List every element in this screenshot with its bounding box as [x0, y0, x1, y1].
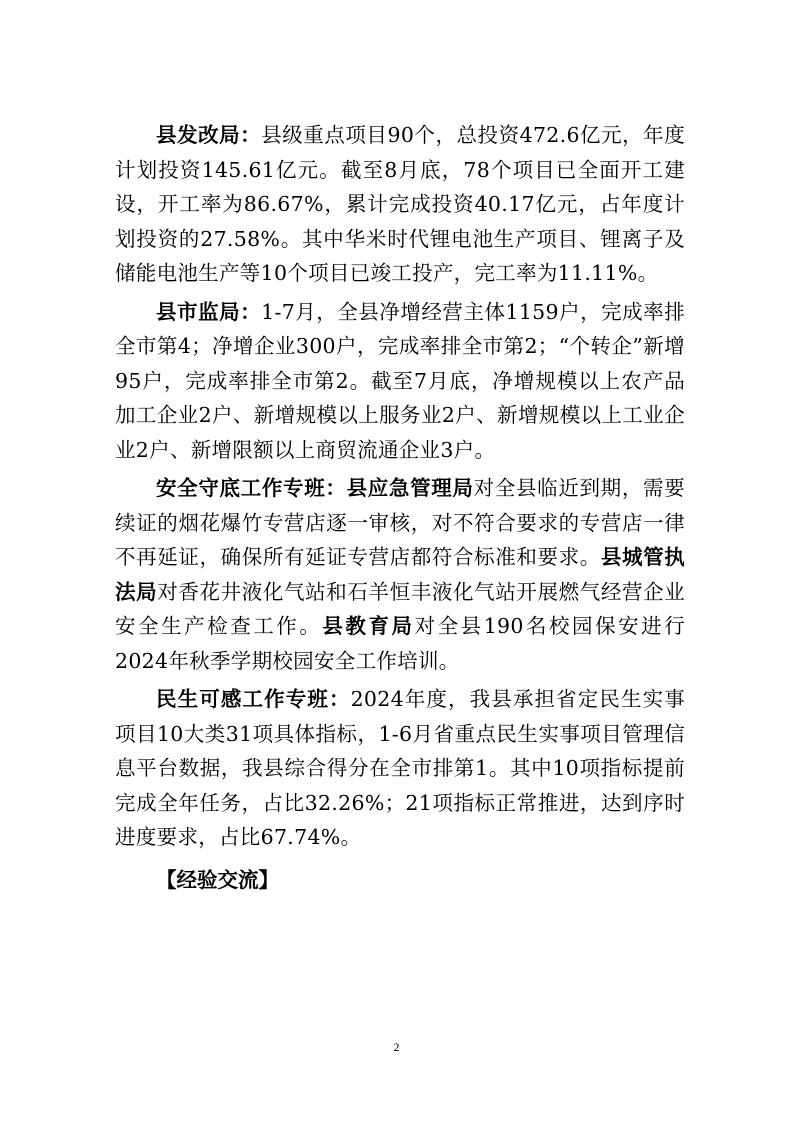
paragraph-text: 对全县临近到期，需要续证的烟花爆竹专营店逐一审核，对不符合要求的专营店一律不再延证，确保所有延证专营店都符合标准和要求。 — [115, 476, 685, 569]
agency-name: 县应急管理局 — [346, 476, 474, 500]
paragraph-shijianju — [115, 295, 685, 468]
paragraph-lead: 安全守底工作专班： — [156, 476, 347, 500]
document-body — [115, 118, 685, 897]
paragraph-text: 2024年度，我县承担省定民生实事项目10大类31项具体指标，1-6月省重点民生实事项目管理信息平台数据，我县综合得分在全市排第1。其中10项指标提前完成全年任务，占比32.26%；21项指标正常推进，达到序时进度要求，占比67.74%。 — [115, 687, 685, 849]
agency-name: 县教育局 — [322, 614, 415, 638]
paragraph-fagaiju — [115, 118, 685, 291]
paragraph-text: 县级重点项目90个，总投资472.6亿元，年度计划投资145.61亿元。截至8月底，78个项目已全面开工建设，开工率为86.67%，累计完成投资40.17亿元，占年度计划投资的27.58%。其中华米时代锂电池生产项目、锂离子及储能电池生产等10个项目已竣工投产，完工率为11.11%。 — [115, 123, 686, 285]
paragraph-lead: 县发改局： — [156, 123, 262, 147]
page-number: 2 — [393, 1040, 400, 1054]
paragraph-text: 对全县190名校园保安进行2024年秋季学期校园安全工作培训。 — [115, 614, 686, 673]
paragraph-lead: 民生可感工作专班： — [156, 687, 351, 711]
section-heading: 【经验交流】 — [156, 867, 279, 892]
paragraph-text: 1-7月，全县净增经营主体1159户，完成率排全市第4；净增企业300户，完成率排全市第2；“个转企”新增95户，完成率排全市第2。截至7月底，净增规模以上农产品加工企业2户、新增规模以上服务业2户、新增规模以上工业企业2户、新增限额以上商贸流通企业3户。 — [115, 299, 685, 462]
paragraph-safety-team — [115, 471, 685, 678]
agency-name: 县城管执法局 — [115, 545, 685, 604]
paragraph-text: 对香花井液化气站和石羊恒丰液化气站开展燃气经营企业安全生产检查工作。 — [115, 579, 685, 638]
paragraph-livelihood-team — [115, 682, 685, 855]
paragraph-lead: 县市监局： — [156, 299, 262, 324]
